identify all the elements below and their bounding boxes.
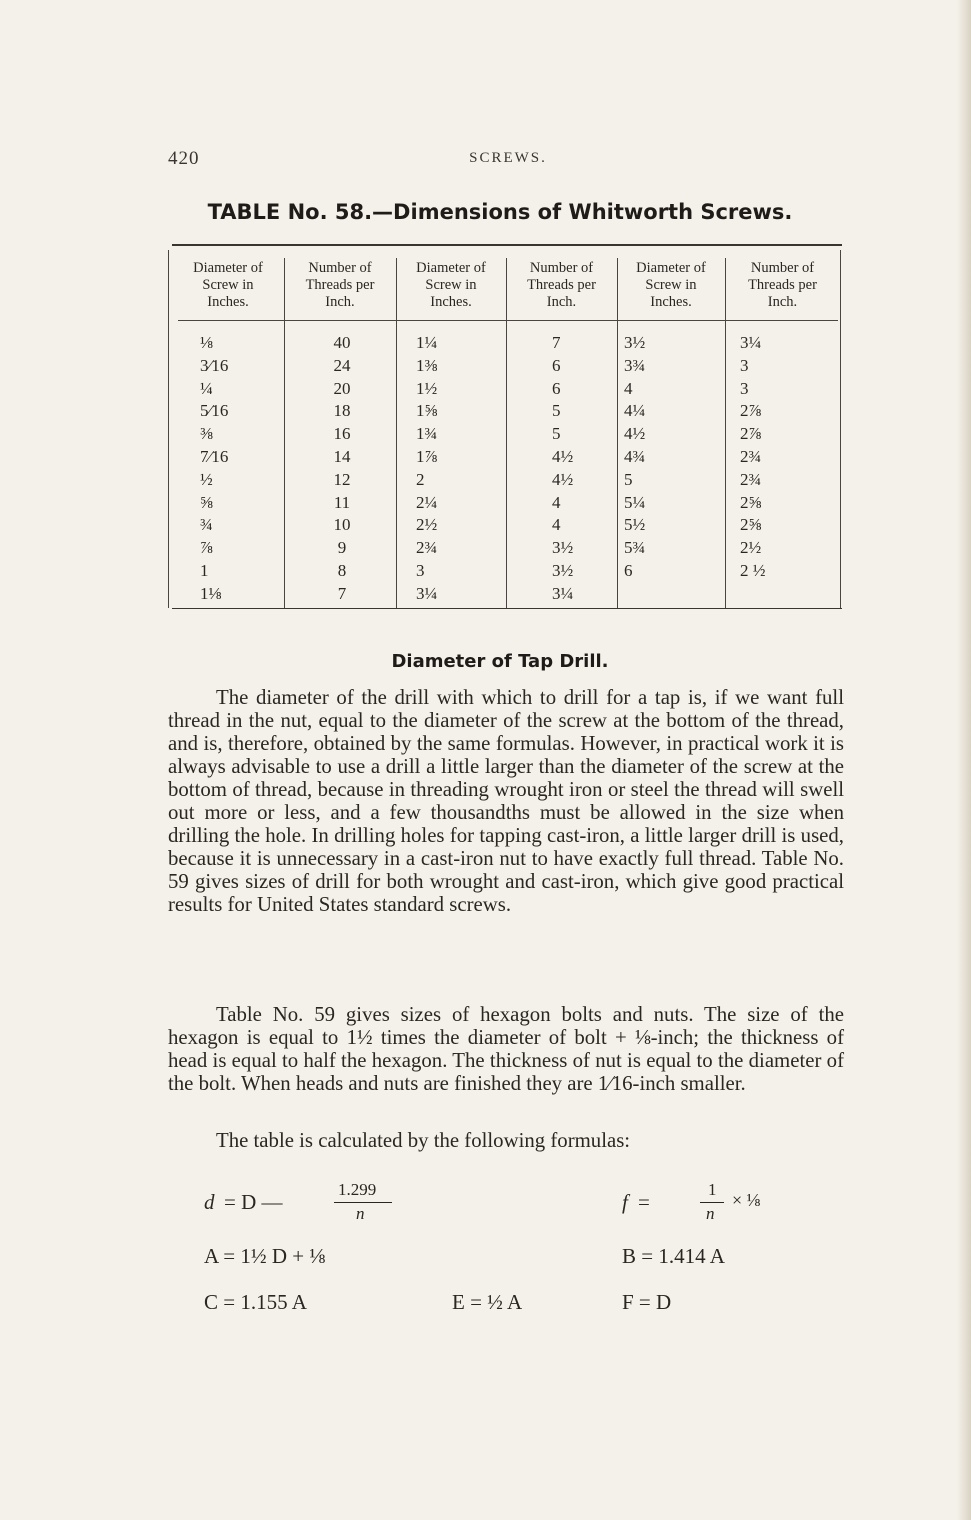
column-header: Number of Threads per Inch. bbox=[527, 260, 596, 310]
table-cell: 24 bbox=[333, 355, 351, 375]
table-cell: 16 bbox=[333, 424, 351, 444]
table-cell: 3⁄16 bbox=[200, 355, 229, 375]
table-cell: 3 bbox=[740, 355, 749, 375]
table-cell: 7 bbox=[552, 333, 561, 352]
table-cell: ⅛ bbox=[200, 333, 213, 352]
table-cell: 3 bbox=[416, 560, 425, 580]
table-cell: 2 ½ bbox=[740, 560, 766, 580]
table-cell: 4½ bbox=[552, 446, 574, 466]
table-column bbox=[416, 332, 496, 606]
table-cell: 3 bbox=[740, 378, 749, 398]
formula-f-d: F = D bbox=[622, 1290, 672, 1314]
formula-c: C = 1.155 A bbox=[204, 1290, 307, 1314]
table-cell: 12 bbox=[333, 469, 351, 489]
table-cell: 2⅞ bbox=[740, 401, 762, 421]
table-cell: 1⅞ bbox=[416, 446, 438, 466]
table-title: TABLE No. 58.—Dimensions of Whitworth Screws. bbox=[207, 200, 793, 224]
table-cell: 2⅝ bbox=[740, 492, 762, 512]
table-cell: 7⁄16 bbox=[200, 446, 229, 466]
column-header: Diameter of Screw in Inches. bbox=[636, 260, 706, 310]
table-cell: 3¾ bbox=[624, 355, 646, 375]
table-cell: 5¾ bbox=[624, 538, 646, 558]
table-cell: 5⁄16 bbox=[200, 401, 229, 421]
table-cell: 6 bbox=[624, 560, 633, 580]
section-title: Diameter of Tap Drill. bbox=[391, 651, 609, 672]
table-cell: 2¾ bbox=[416, 538, 438, 558]
table-cell: 5 bbox=[552, 424, 561, 444]
table-cell: ¾ bbox=[200, 515, 213, 535]
formula-a: A = 1½ D + ⅛ bbox=[204, 1244, 326, 1268]
column-header: Number of Threads per Inch. bbox=[305, 260, 375, 310]
formula-b: B = 1.414 A bbox=[622, 1244, 725, 1268]
table-cell: 4¼ bbox=[624, 401, 646, 421]
table-cell: 10 bbox=[333, 515, 351, 535]
table-column bbox=[312, 332, 372, 606]
table-column bbox=[552, 332, 612, 606]
page-edge-shadow bbox=[957, 0, 971, 1520]
column-header: Number of Threads per Inch. bbox=[748, 260, 817, 310]
table-cell: 1½ bbox=[416, 378, 438, 398]
table-cell bbox=[624, 583, 704, 606]
table-column bbox=[200, 332, 280, 606]
table-cell: 8 bbox=[337, 560, 347, 580]
body-paragraph: The table is calculated by the following formulas: bbox=[216, 1129, 631, 1152]
table-cell: 7 bbox=[337, 583, 347, 603]
page-number: 420 bbox=[168, 148, 200, 169]
table-column bbox=[740, 332, 820, 606]
table-cell: 9 bbox=[337, 538, 347, 558]
table-cell: 4½ bbox=[624, 424, 646, 444]
table-rule-right bbox=[840, 250, 841, 608]
table-cell: ¼ bbox=[200, 378, 213, 398]
running-title: SCREWS. bbox=[469, 150, 547, 166]
table-cell: 2¾ bbox=[740, 469, 762, 489]
formula-f: f = 1 n × ⅛ bbox=[622, 1180, 761, 1223]
table-cell: 1¾ bbox=[416, 424, 438, 444]
table-cell: 5 bbox=[552, 401, 561, 421]
table-cell: 1⅛ bbox=[200, 583, 222, 603]
body-paragraph: Table No. 59 gives sizes of hexagon bolts and nuts. The size of the hexagon is equal to 1½ times the diameter of bolt + ⅛-inch; the thickness of head is equal to half the hexagon. The thickness of nut is equal to the diameter of the bolt. When heads and nuts are finished they are 1⁄16-inch smaller. bbox=[168, 1003, 844, 1095]
header-rule bbox=[178, 320, 838, 321]
table-cell: 1⅜ bbox=[416, 355, 438, 375]
table-cell: 20 bbox=[333, 378, 351, 398]
table-cell: 1⅝ bbox=[416, 401, 438, 421]
formula-e: E = ½ A bbox=[452, 1290, 523, 1314]
table-cell: 40 bbox=[333, 333, 351, 352]
table-cell: 2½ bbox=[416, 515, 438, 535]
table-cell: 6 bbox=[552, 355, 561, 375]
table-cell: ⅜ bbox=[200, 424, 213, 444]
table-cell: 3½ bbox=[624, 333, 646, 352]
table-cell: 4 bbox=[624, 378, 633, 398]
table-cell: 3½ bbox=[552, 560, 574, 580]
table-cell: 2⅞ bbox=[740, 424, 762, 444]
table-cell: 3¼ bbox=[552, 583, 574, 603]
table-cell: ⅞ bbox=[200, 538, 213, 558]
table-cell: 3¼ bbox=[740, 333, 762, 352]
table-cell: 4½ bbox=[552, 469, 574, 489]
whitworth-screw-table bbox=[172, 244, 842, 609]
table-cell: 6 bbox=[552, 378, 561, 398]
running-head bbox=[168, 148, 848, 172]
table-cell bbox=[740, 583, 820, 606]
body-paragraph: The diameter of the drill with which to drill for a tap is, if we want full thread in the nut, equal to the diameter of the screw at the bottom of the thread, and is, therefore, obtained by the same formulas. However, in practical work it is always advisable to use a drill a little larger than the diameter of the screw at the bottom of thread, because in threading wrought iron or steel the thread will swell out more or less, and a few thousandths must be allowed in the size when drilling the hole. In drilling holes for tapping cast-iron, a little larger drill is used, because it is unnecessary in a cast-iron nut to have exactly full thread. Table No. 59 gives sizes of drill for both wrought and cast-iron, which give good practical results for United States standard screws. bbox=[168, 686, 844, 916]
table-cell: 1 bbox=[200, 560, 209, 580]
table-cell: 18 bbox=[333, 401, 351, 421]
table-cell: 11 bbox=[333, 492, 351, 512]
table-cell: 3¼ bbox=[416, 583, 438, 603]
table-cell: 2½ bbox=[740, 538, 762, 558]
table-cell: ⅝ bbox=[200, 492, 213, 512]
table-column bbox=[624, 332, 704, 606]
table-cell: 4 bbox=[552, 515, 561, 535]
table-cell: 2⅝ bbox=[740, 515, 762, 535]
table-cell: 2¼ bbox=[416, 492, 438, 512]
table-cell: 1¼ bbox=[416, 333, 438, 352]
table-cell: 2 bbox=[416, 469, 425, 489]
table-cell: 14 bbox=[333, 446, 351, 466]
table-cell: 3½ bbox=[552, 538, 574, 558]
column-header: Diameter of Screw in Inches. bbox=[193, 260, 263, 310]
column-header: Diameter of Screw in Inches. bbox=[416, 260, 486, 310]
table-cell: 4 bbox=[552, 492, 561, 512]
table-rule-left bbox=[168, 250, 169, 608]
table-cell: 5¼ bbox=[624, 492, 646, 512]
table-cell: 4¾ bbox=[624, 446, 646, 466]
table-cell: 2¾ bbox=[740, 446, 762, 466]
table-cell: 5 bbox=[624, 469, 633, 489]
table-cell: 5½ bbox=[624, 515, 646, 535]
table-cell: ½ bbox=[200, 469, 213, 489]
formula-d: d = D — 1.299 n bbox=[204, 1180, 404, 1230]
